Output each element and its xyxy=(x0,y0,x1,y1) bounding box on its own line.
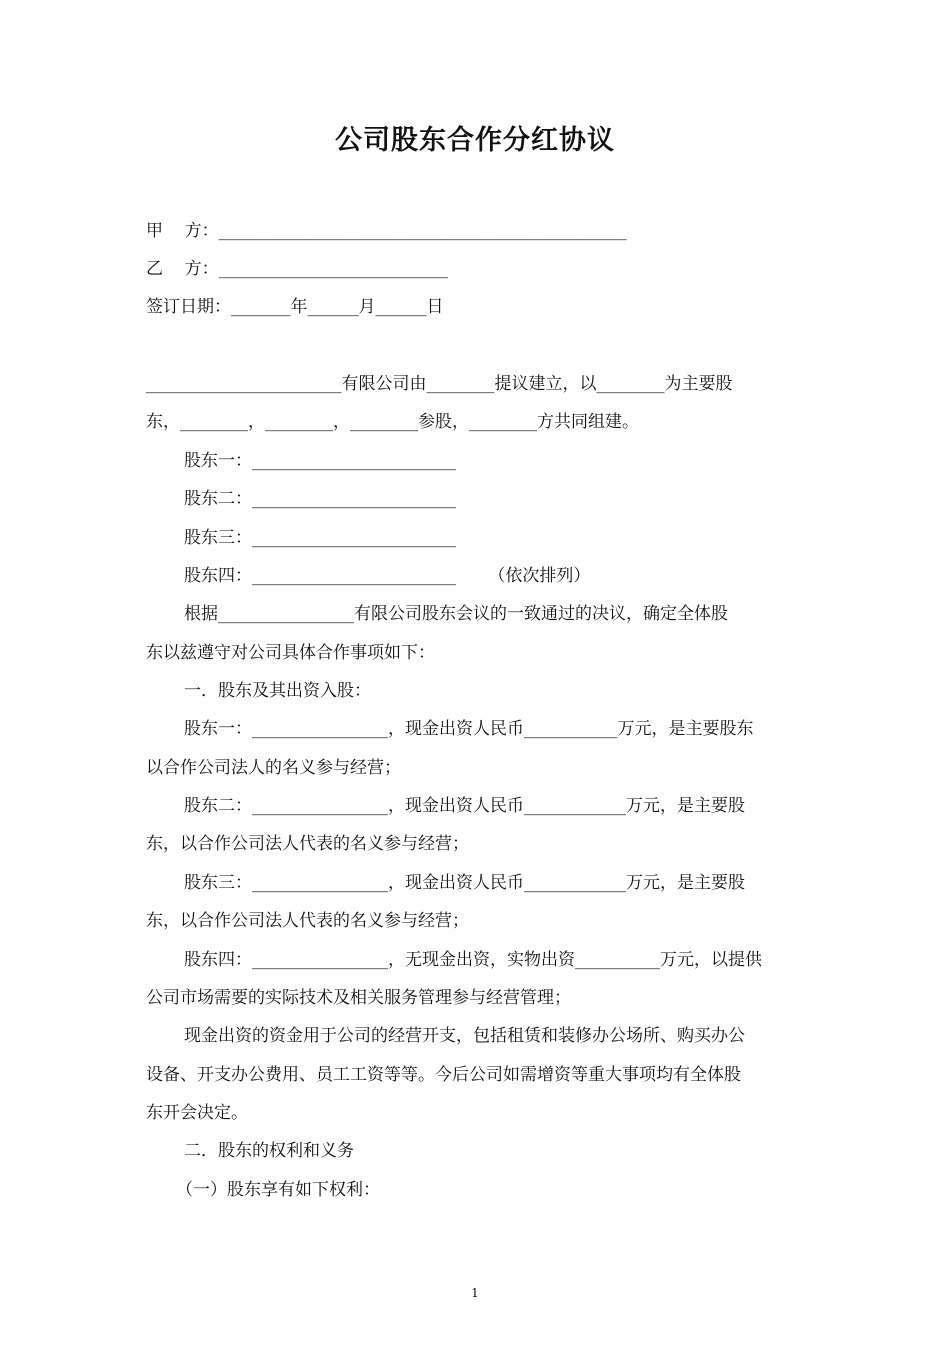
document-title: 公司股东合作分红协议 xyxy=(335,125,615,156)
sign-date-line: 签订日期：_______年______月______日 xyxy=(146,297,444,317)
contribution-1-line-2: 以合作公司法人的名义参与经营； xyxy=(146,758,401,778)
contribution-2-line-2: 东，以合作公司法人代表的名义参与经营； xyxy=(146,834,469,854)
shareholder-3-line: 股东三：________________________ xyxy=(184,528,456,548)
cash-usage-line-3: 东开会决定。 xyxy=(146,1103,248,1123)
contribution-3-line-2: 东，以合作公司法人代表的名义参与经营； xyxy=(146,911,469,931)
cash-usage-line-2: 设备、开支办公费用、员工工资等等。今后公司如需增资等重大事项均有全体股 xyxy=(146,1065,741,1085)
contribution-2-line-1: 股东二：________________，现金出资人民币____________万元，是主要股 xyxy=(184,796,745,816)
page-number: 1 xyxy=(471,1286,479,1300)
cash-usage-line-1: 现金出资的资金用于公司的经营开支，包括租赁和装修办公场所、购买办公 xyxy=(184,1026,745,1046)
basis-line-2: 东以兹遵守对公司具体合作事项如下： xyxy=(146,643,435,663)
contribution-1-line-1: 股东一：________________，现金出资人民币___________万元，是主要股东 xyxy=(184,719,754,739)
contribution-4-line-1: 股东四：________________，无现金出资，实物出资__________万元，以提供 xyxy=(184,950,762,970)
intro-line-2: 东，________，________，________参股，________方共同组建。 xyxy=(146,412,639,432)
shareholder-1-line: 股东一：________________________ xyxy=(184,451,456,471)
party-a-line: 甲 方：________________________________________________ xyxy=(146,221,627,241)
party-b-line: 乙 方：___________________________ xyxy=(146,259,449,279)
intro-line-1: _______________________有限公司由________提议建立，以________为主要股 xyxy=(146,374,733,394)
contribution-4-line-2: 公司市场需要的实际技术及相关服务管理参与经营管理； xyxy=(146,988,571,1008)
section-1-heading: 一．股东及其出资入股： xyxy=(184,681,371,701)
section-2-heading: 二．股东的权利和义务 xyxy=(184,1141,354,1161)
shareholder-4-line: 股东四：________________________ （依次排列） xyxy=(184,566,591,586)
contribution-3-line-1: 股东三：________________，现金出资人民币____________万元，是主要股 xyxy=(184,873,745,893)
basis-line-1: 根据________________有限公司股东会议的一致通过的决议，确定全体股 xyxy=(184,604,728,624)
subsection-1-heading: （一）股东享有如下权利： xyxy=(176,1180,380,1200)
shareholder-2-line: 股东二：________________________ xyxy=(184,489,456,509)
